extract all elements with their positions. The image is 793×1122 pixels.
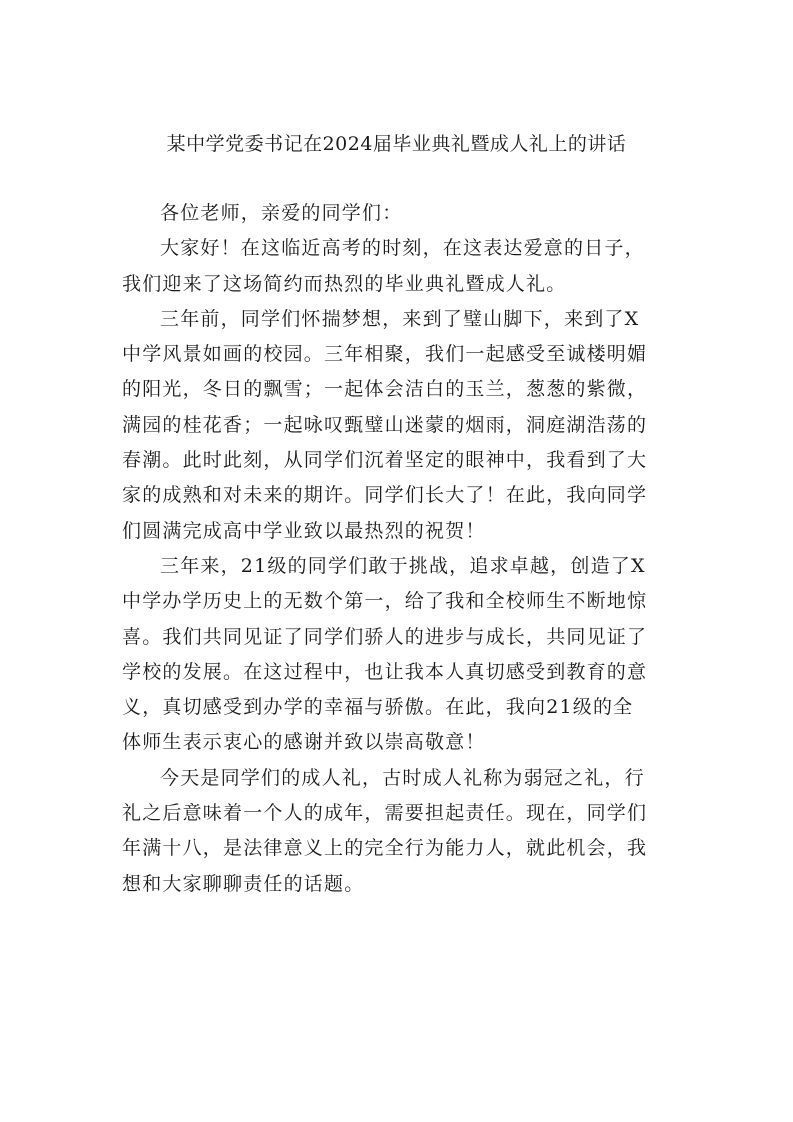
text-line: 大家好！在这临近高考的时刻，在这表达爱意的日子， bbox=[160, 237, 645, 260]
document-body bbox=[122, 196, 682, 902]
text-line: 年满十八，是法律意义上的完全行为能力人，就此机会，我 bbox=[122, 837, 648, 860]
text-line: 家的成熟和对未来的期许。同学们长大了！在此，我向同学 bbox=[122, 484, 648, 507]
text-line: 礼之后意味着一个人的成年，需要担起责任。现在，同学们 bbox=[122, 802, 648, 825]
text-line: 喜。我们共同见证了同学们骄人的进步与成长，共同见证了 bbox=[122, 625, 648, 648]
paragraph-coming-of-age bbox=[122, 761, 682, 902]
text-line: 中学风景如画的校园。三年相聚，我们一起感受至诚楼明媚 bbox=[122, 343, 648, 366]
text-line: 的阳光，冬日的飘雪；一起体会洁白的玉兰，葱葱的紫微， bbox=[122, 378, 648, 401]
text-line: 各位老师，亲爱的同学们： bbox=[160, 202, 403, 224]
text-line: 满园的桂花香；一起咏叹甄璧山迷蒙的烟雨，洞庭湖浩荡的 bbox=[122, 413, 648, 436]
text-line: 们圆满完成高中学业致以最热烈的祝贺！ bbox=[122, 519, 486, 542]
paragraph-three-years bbox=[122, 549, 682, 761]
text-line: 中学办学历史上的无数个第一，给了我和全校师生不断地惊 bbox=[122, 590, 648, 613]
text-line: 体师生表示衷心的感谢并致以崇高敬意！ bbox=[122, 731, 486, 754]
text-line: 我们迎来了这场简约而热烈的毕业典礼暨成人礼。 bbox=[122, 272, 567, 295]
text-line: 春潮。此时此刻，从同学们沉着坚定的眼神中，我看到了大 bbox=[122, 449, 648, 472]
text-line: 今天是同学们的成人礼，古时成人礼称为弱冠之礼，行 bbox=[160, 766, 645, 789]
paragraph-greeting bbox=[122, 196, 682, 231]
paragraph-three-years-ago bbox=[122, 302, 682, 549]
text-line: 三年前，同学们怀揣梦想，来到了璧山脚下，来到了X bbox=[160, 307, 640, 330]
text-line: 三年来，21级的同学们敢于挑战，追求卓越，创造了X bbox=[160, 554, 646, 577]
text-line: 学校的发展。在这过程中，也让我本人真切感受到教育的意 bbox=[122, 660, 648, 683]
paragraph-welcome bbox=[122, 231, 682, 302]
document-title: 某中学党委书记在2024届毕业典礼暨成人礼上的讲话 bbox=[166, 133, 627, 155]
text-line: 义，真切感受到办学的幸福与骄傲。在此，我向21级的全 bbox=[122, 696, 634, 719]
text-line: 想和大家聊聊责任的话题。 bbox=[122, 872, 365, 895]
